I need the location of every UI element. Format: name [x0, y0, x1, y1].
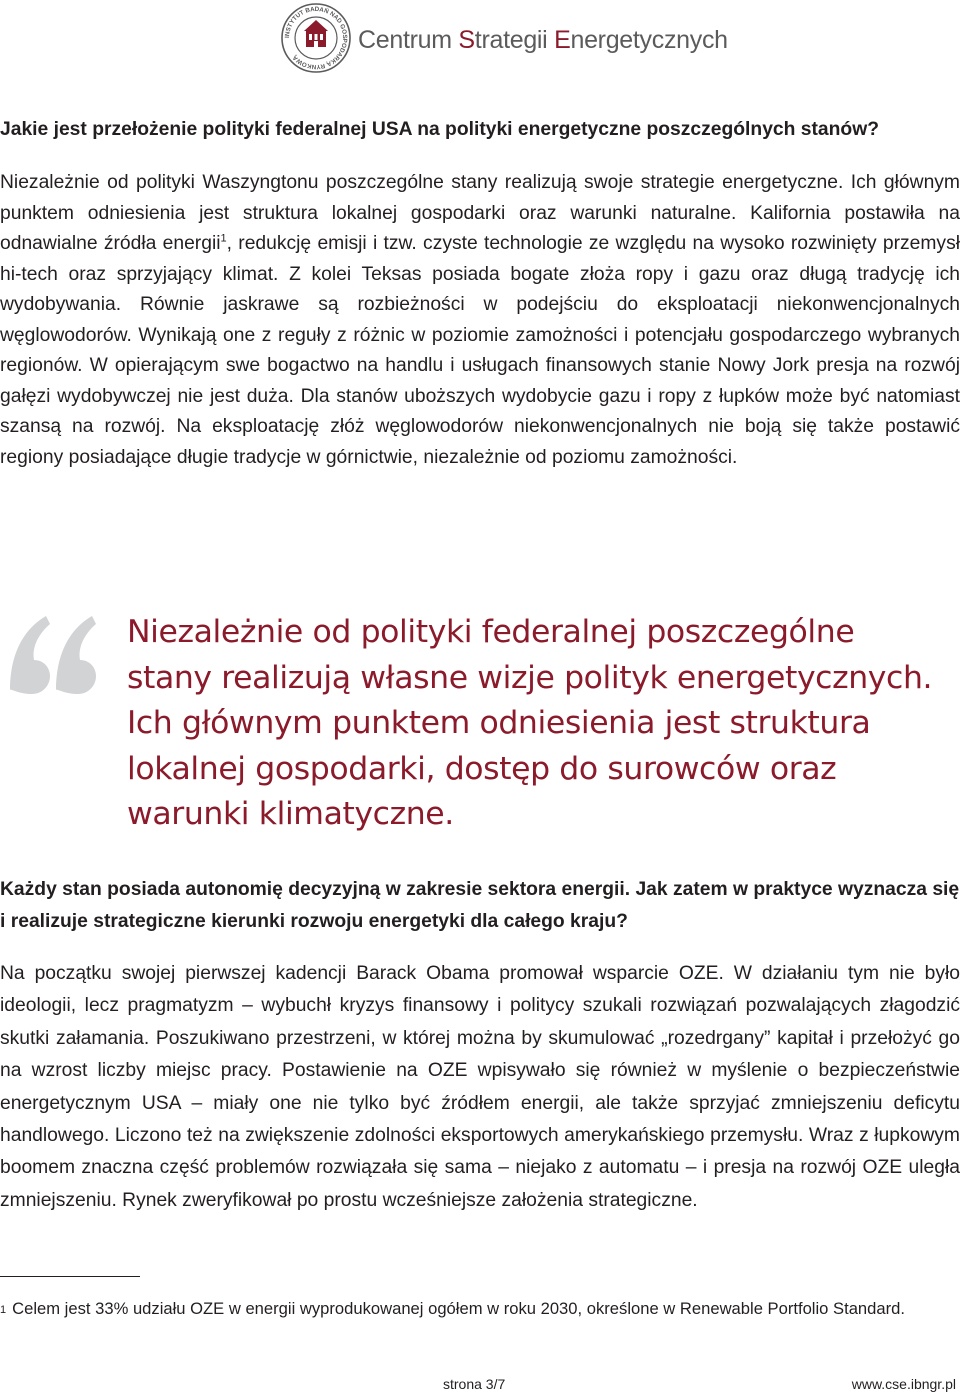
section-1	[0, 114, 960, 473]
footnote-text: Celem jest 33% udziału OZE w energii wyprodukowanej ogółem w roku 2030, określone w Renewable Portfolio Standard.	[12, 1299, 905, 1318]
footnote	[0, 1296, 960, 1321]
question-heading-2: Każdy stan posiada autonomię decyzyjną w zakresie sektora energii. Jak zatem w praktyce wyznacza się i realizuje strategiczne kierunki rozwoju energetyki dla całego kraju?	[0, 879, 960, 932]
footnote-divider	[0, 1276, 140, 1277]
institute-seal-logo	[280, 2, 352, 74]
quotation-mark-icon	[4, 606, 104, 696]
website-link[interactable]: www.cse.ibngr.pl	[851, 1376, 956, 1392]
footnote-reference[interactable]: 1	[220, 232, 227, 245]
body-paragraph-2: Na początku swojej pierwszej kadencji Barack Obama promował wsparcie OZE. W działaniu tym nie było ideologii, lecz pragmatyzm – wybuchł kryzys finansowy i politycy szukali rozwiązań pozwalających złagodzić skutki załamania. Poszukiwano przestrzeni, w której można by skumulować „rozedrgany” kapitał i przełożyć go na wzrost liczby miejsc pracy. Postawienie na OZE wpisywało się również w myślenie o bezpieczeństwie energetycznym USA – miały one nie tylko być źródłem energii, ale także sprzyjać zmniejszeniu deficytu handlowego. Liczono też na zwiększenie zdolności eksportowych amerykańskiego przemysłu. Wraz z łupkowym boomem znaczna część problemów rozwiązała się sama – niejako z automatu – i presja na rozwój OZE uległa zmniejszeniu. Rynek zweryfikował po prostu wcześniejsze założenia strategiczne.	[0, 963, 960, 1211]
brand-name: Centrum Strategii Energetycznych	[358, 26, 728, 54]
page-header	[0, 0, 960, 100]
body-paragraph-1: Niezależnie od polityki Waszyngtonu poszczególne stany realizują swoje strategie energetyczne. Ich głównym punktem odniesienia jest struktura lokalnej gospodarki oraz warunki naturalne. Kalifornia postawiła na odnawialne źródła energii$^1$, redukcję emisji i tzw. czyste technologie ze względu na wysoko rozwinięty przemysł hi-tech oraz sprzyjający klimat. Z kolei Teksas posiada bogate złoża ropy i gazu oraz długą tradycję ich wydobywania. Równie jaskrawe są rozbieżności w podejściu do eksploatacji niekonwencjonalnych węglowodorów. Wynikają one z reguły z różnic w poziomie zamożności i potencjału gospodarczego wybranych regionów. W opierającym swe bogactwo na handlu i usługach finansowych stanie Nowy Jork presja na rozwój gałęzi wydobywczej nie jest duża. Dla stanów uboższych wydobycie gazu i ropy z łupków może być natomiast szansą na rozwój. Na eksploatację złóż węglowodorów niekonwencjonalnych nie boją się także postawić regiony posiadające długie tradycje w górnictwie, niezależnie od poziomu zamożności.	[0, 172, 960, 468]
pull-quote: Niezależnie od polityki federalnej poszczególne stany realizują własne wizje polityk energetycznych. Ich głównym punktem odniesienia jest struktura lokalnej gospodarki, dostęp do surowców oraz warunki klimatyczne.	[127, 614, 933, 832]
question-heading-1: Jakie jest przełożenie polityki federalnej USA na polityki energetyczne poszczególnych stanów?	[0, 119, 879, 140]
footnote-number: 1	[0, 1304, 7, 1316]
page-number: strona 3/7	[443, 1376, 506, 1392]
section-2	[0, 874, 960, 1217]
logo-ring-text: INSTYTUT BADAŃ NAD GOSPODARKĄ RYNKOWĄ	[283, 5, 349, 71]
